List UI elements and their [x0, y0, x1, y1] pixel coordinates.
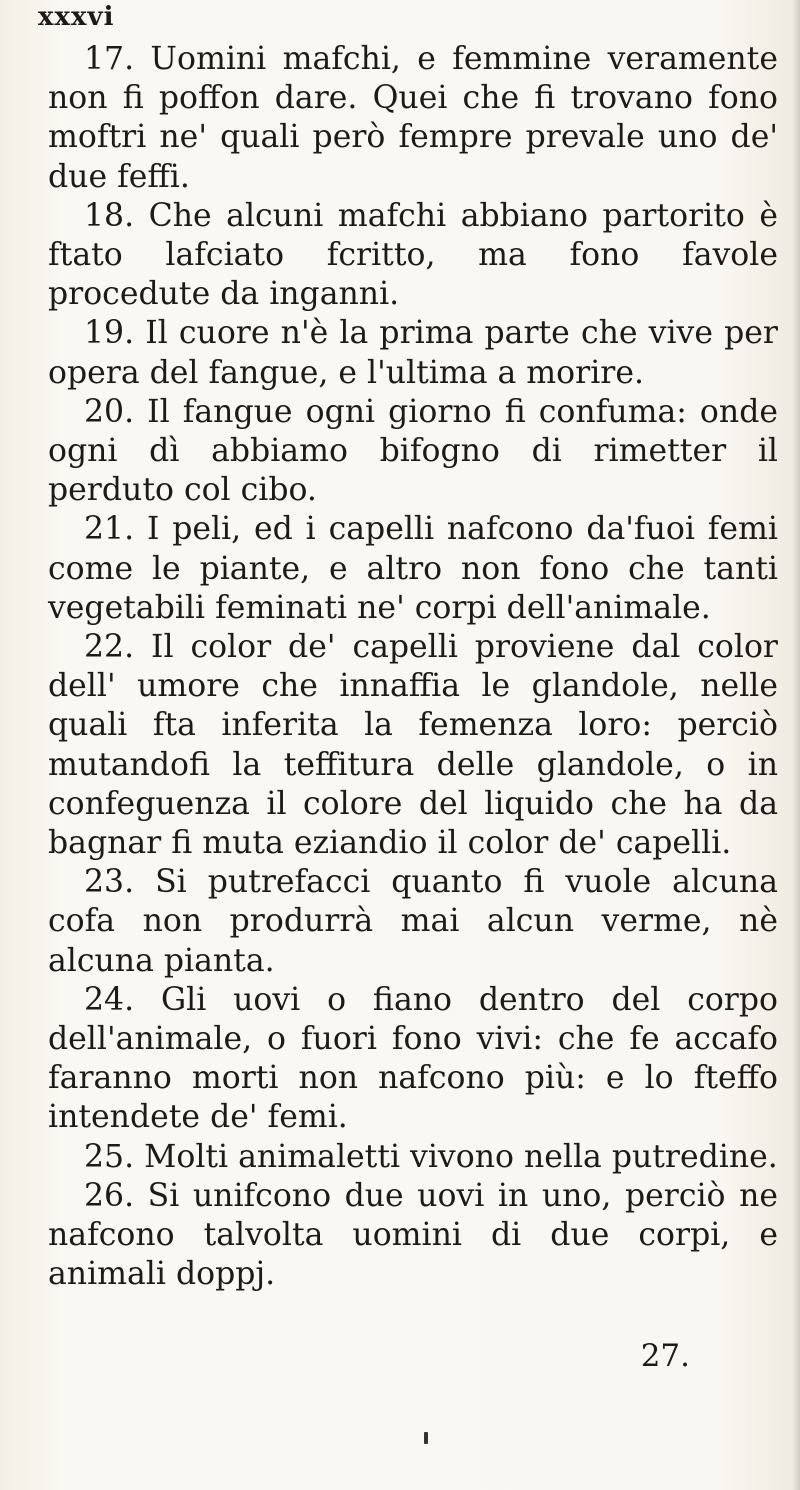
paragraph-17: 17. Uomini mafchi, e femmine veramente non fi poffon dare. Quei che fi trovano fono moftri ne' quali però fempre prevale uno de' due feffi. [48, 41, 778, 195]
paragraph-19: 19. Il cuore n'è la prima parte che vive per opera del fangue, e l'ultima a morire. [48, 315, 778, 391]
paragraph-18: 18. Che alcuni mafchi abbiano partorito è ftato lafciato fcritto, ma fono favole procedute da inganni. [48, 197, 778, 313]
paragraph-25: 25. Molti animaletti vivono nella putredine. [84, 1138, 778, 1175]
text-block [48, 40, 778, 1295]
paragraph-23: 23. Si putrefacci quanto fi vuole alcuna cofa non produrrà mai alcun verme, nè alcuna pianta. [48, 864, 778, 979]
paragraph-20: 20. Il fangue ogni giorno fi confuma: onde ogni dì abbiamo bifogno di rimetter il perduto col cibo. [48, 393, 778, 509]
paragraph-21: 21. I peli, ed i capelli nafcono da'fuoi femi come le piante, e altro non fono che tanti vegetabili feminati ne' corpi dell'animale. [48, 511, 778, 626]
paragraph-26: 26. Si unifcono due uovi in uno, perciò ne nafcono talvolta uomini di due corpi, e animali doppj. [48, 1177, 778, 1293]
paragraph-24: 24. Gli uovi o fiano dentro del corpo dell'animale, o fuori fono vivi: che fe accafo faranno morti non nafcono più: e lo fteffo intendete de' femi. [48, 981, 778, 1136]
page-edge-shadow [792, 0, 800, 1490]
page-number: xxxvi [38, 2, 115, 32]
paragraph-22: 22. Il color de' capelli proviene dal color dell' umore che innaffia le glandole, nelle quali fta inferita la femenza loro: perciò mutandofi la teffitura delle glandole, o in confeguenza il colore del liquido che ha da bagnar fi muta eziandio il color de' capelli. [48, 629, 778, 862]
catchword: 27. [640, 1338, 690, 1374]
ink-mark [424, 1432, 428, 1444]
